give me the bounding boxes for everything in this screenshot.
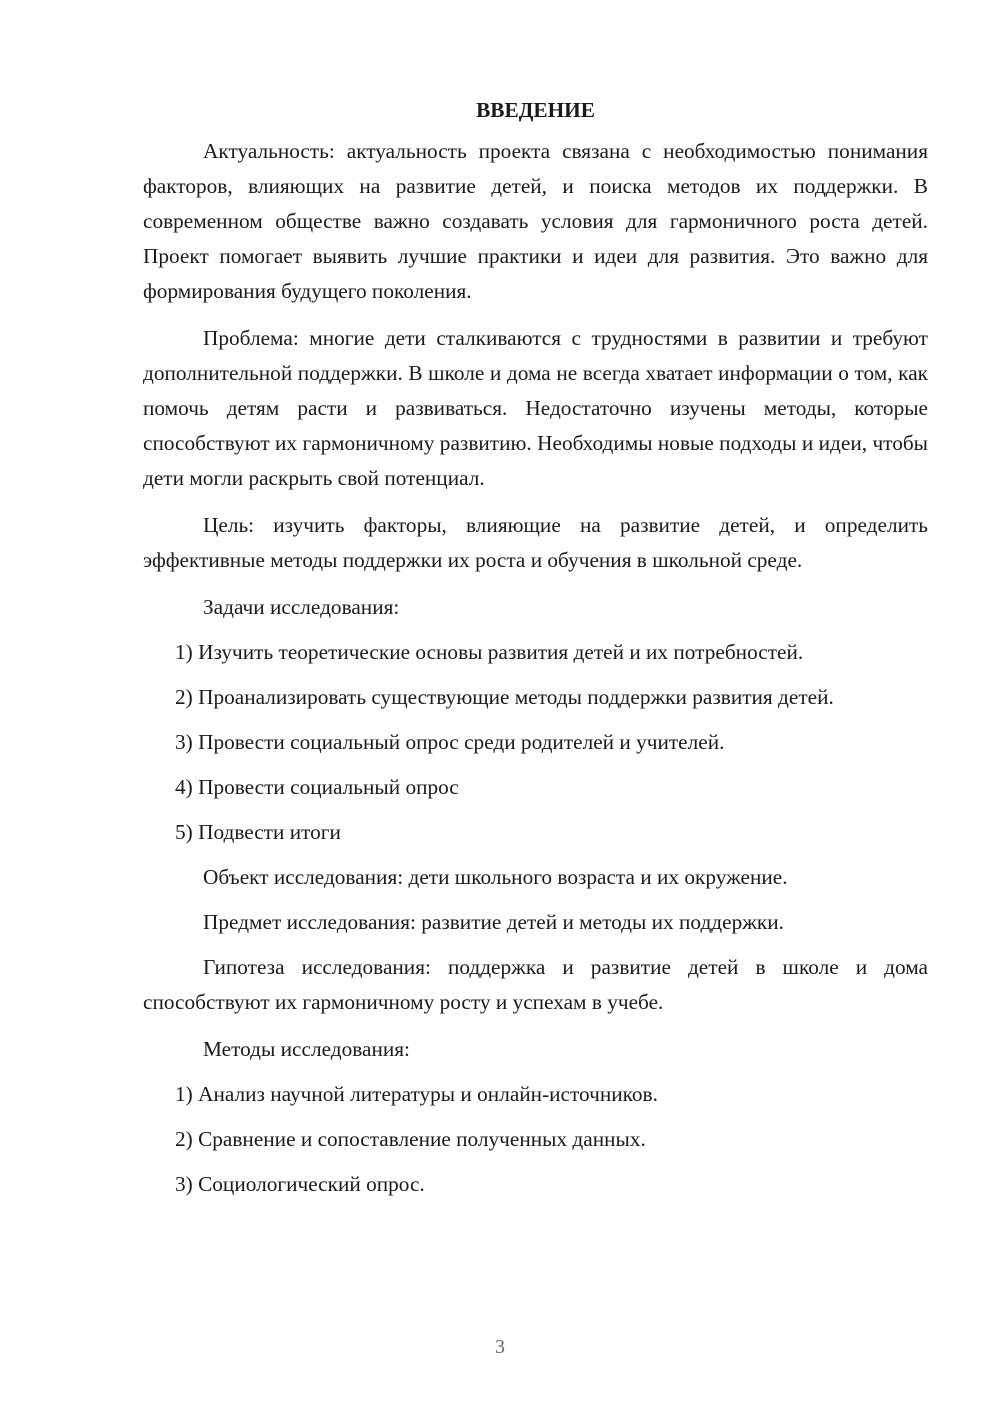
tasks-heading: Задачи исследования: — [203, 595, 400, 619]
paragraph-object: Объект исследования: дети школьного возраста и их окружение. — [203, 865, 788, 889]
document-page — [143, 96, 928, 1212]
task-item-4: 4) Провести социальный опрос — [175, 775, 459, 799]
task-item-2: 2) Проанализировать существующие методы поддержки развития детей. — [175, 685, 834, 709]
paragraph-relevance: Актуальность: актуальность проекта связана с необходимостью понимания факторов, влияющих на развитие детей, и поиска методов их поддержки. В современном обществе важно создавать условия для гармоничного роста детей. Проект помогает выявить лучшие практики и идеи для развития. Это важно для формирования будущего поколения. — [143, 139, 928, 303]
paragraph-goal: Цель: изучить факторы, влияющие на развитие детей, и определить эффективные методы поддержки их роста и обучения в школьной среде. — [143, 513, 928, 572]
page-number: 3 — [495, 1336, 505, 1358]
methods-heading: Методы исследования: — [203, 1037, 410, 1061]
task-item-5: 5) Подвести итоги — [175, 820, 341, 844]
paragraph-problem: Проблема: многие дети сталкиваются с трудностями в развитии и требуют дополнительной поддержки. В школе и дома не всегда хватает информации о том, как помочь детям расти и развиваться. Недостаточно изучены методы, которые способствуют их гармоничному развитию. Необходимы новые подходы и идеи, чтобы дети могли раскрыть свой потенциал. — [143, 326, 928, 490]
method-item-1: 1) Анализ научной литературы и онлайн-источников. — [175, 1082, 658, 1106]
method-item-3: 3) Социологический опрос. — [175, 1172, 425, 1196]
method-item-2: 2) Сравнение и сопоставление полученных данных. — [175, 1127, 646, 1151]
paragraph-hypothesis: Гипотеза исследования: поддержка и развитие детей в школе и дома способствуют их гармоничному росту и успехам в учебе. — [143, 955, 928, 1014]
paragraph-subject: Предмет исследования: развитие детей и методы их поддержки. — [203, 910, 784, 934]
section-title: ВВЕДЕНИЕ — [476, 98, 595, 122]
task-item-3: 3) Провести социальный опрос среди родителей и учителей. — [175, 730, 725, 754]
task-item-1: 1) Изучить теоретические основы развития детей и их потребностей. — [175, 640, 804, 664]
